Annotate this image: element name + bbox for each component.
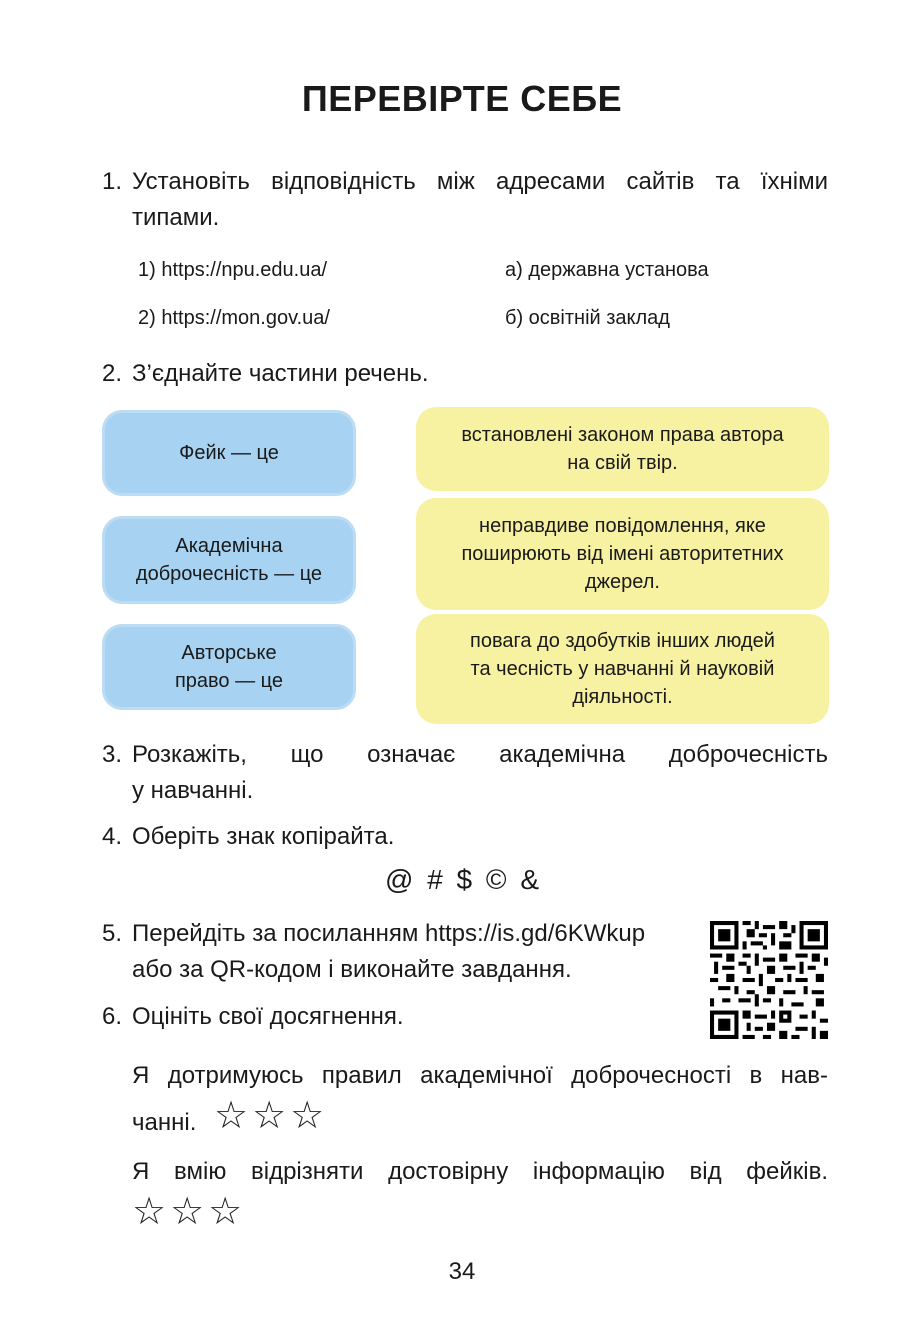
question-number-1: 1. — [102, 168, 123, 195]
question-5-text-line2: або за QR-кодом і виконайте завдання. — [132, 956, 572, 983]
box-text-line: повага до здобутків інших людей — [470, 630, 775, 652]
page-number: 34 — [448, 1258, 476, 1285]
match-box-right-1[interactable] — [416, 407, 829, 491]
match-box-right-3[interactable] — [416, 614, 829, 724]
box-text-line: джерел. — [585, 571, 660, 593]
site-type-b: б) освітній заклад — [505, 307, 670, 329]
box-text-line: встановлені законом права автора — [461, 424, 784, 446]
qr-code-icon[interactable] — [709, 921, 829, 1039]
match-box-right-2[interactable] — [416, 498, 829, 610]
box-text-line: доброчесність — це — [135, 563, 323, 585]
site-address-1: 1) https://npu.edu.ua/ — [138, 259, 328, 281]
box-text-line: на свій твір. — [567, 452, 678, 474]
symbol-options: @ # $ © & — [385, 864, 539, 895]
box-text-line: діяльності. — [572, 686, 673, 708]
question-number-6: 6. — [102, 1003, 123, 1030]
rating-stars-2[interactable]: ☆☆☆ — [132, 1191, 247, 1233]
question-4-text: Оберіть знак копірайта. — [132, 823, 395, 850]
site-address-2: 2) https://mon.gov.ua/ — [138, 307, 330, 329]
statement-1-line2: чанні. — [132, 1109, 197, 1136]
question-number-5: 5. — [102, 920, 123, 947]
statement-2-line1: Я вмію відрізняти достовірну інформацію від фейків. — [132, 1158, 828, 1185]
question-3-text-line1: Розкажіть, що означає академічна доброчесність — [132, 741, 828, 768]
question-1-text-line2: типами. — [132, 204, 220, 231]
box-text-line: та чесність у навчанні й науковій — [470, 658, 775, 680]
match-box-left-1[interactable] — [102, 410, 356, 496]
box-text-line: Авторське — [181, 642, 277, 664]
box-text-line: право — це — [174, 670, 284, 692]
match-box-left-3[interactable] — [102, 624, 356, 710]
box-text-line: Академічна — [175, 535, 283, 557]
statement-1-line1: Я дотримуюсь правил академічної доброчесності в нав- — [132, 1062, 828, 1089]
box-text-line: Фейк — це — [179, 442, 279, 464]
match-box-left-2[interactable] — [102, 516, 356, 604]
question-1-text-line1: Установіть відповідність між адресами сайтів та їхніми — [132, 168, 828, 195]
question-5-text-line1: Перейдіть за посиланням https://is.gd/6KWkup — [132, 920, 646, 947]
question-2-text: З’єднайте частини речень. — [132, 360, 429, 387]
question-3-text-line2: у навчанні. — [132, 777, 254, 804]
question-number-4: 4. — [102, 823, 123, 850]
site-type-a: а) державна установа — [505, 259, 709, 281]
question-number-2: 2. — [102, 360, 123, 387]
box-text-line: неправдиве повідомлення, яке — [479, 515, 766, 537]
box-text-line: поширюють від імені авторитетних — [461, 543, 784, 565]
page-title: ПЕРЕВІРТЕ СЕБЕ — [301, 78, 623, 119]
question-6-text: Оцініть свої досягнення. — [132, 1003, 404, 1030]
rating-stars-1[interactable]: ☆☆☆ — [214, 1095, 329, 1137]
question-number-3: 3. — [102, 741, 123, 768]
